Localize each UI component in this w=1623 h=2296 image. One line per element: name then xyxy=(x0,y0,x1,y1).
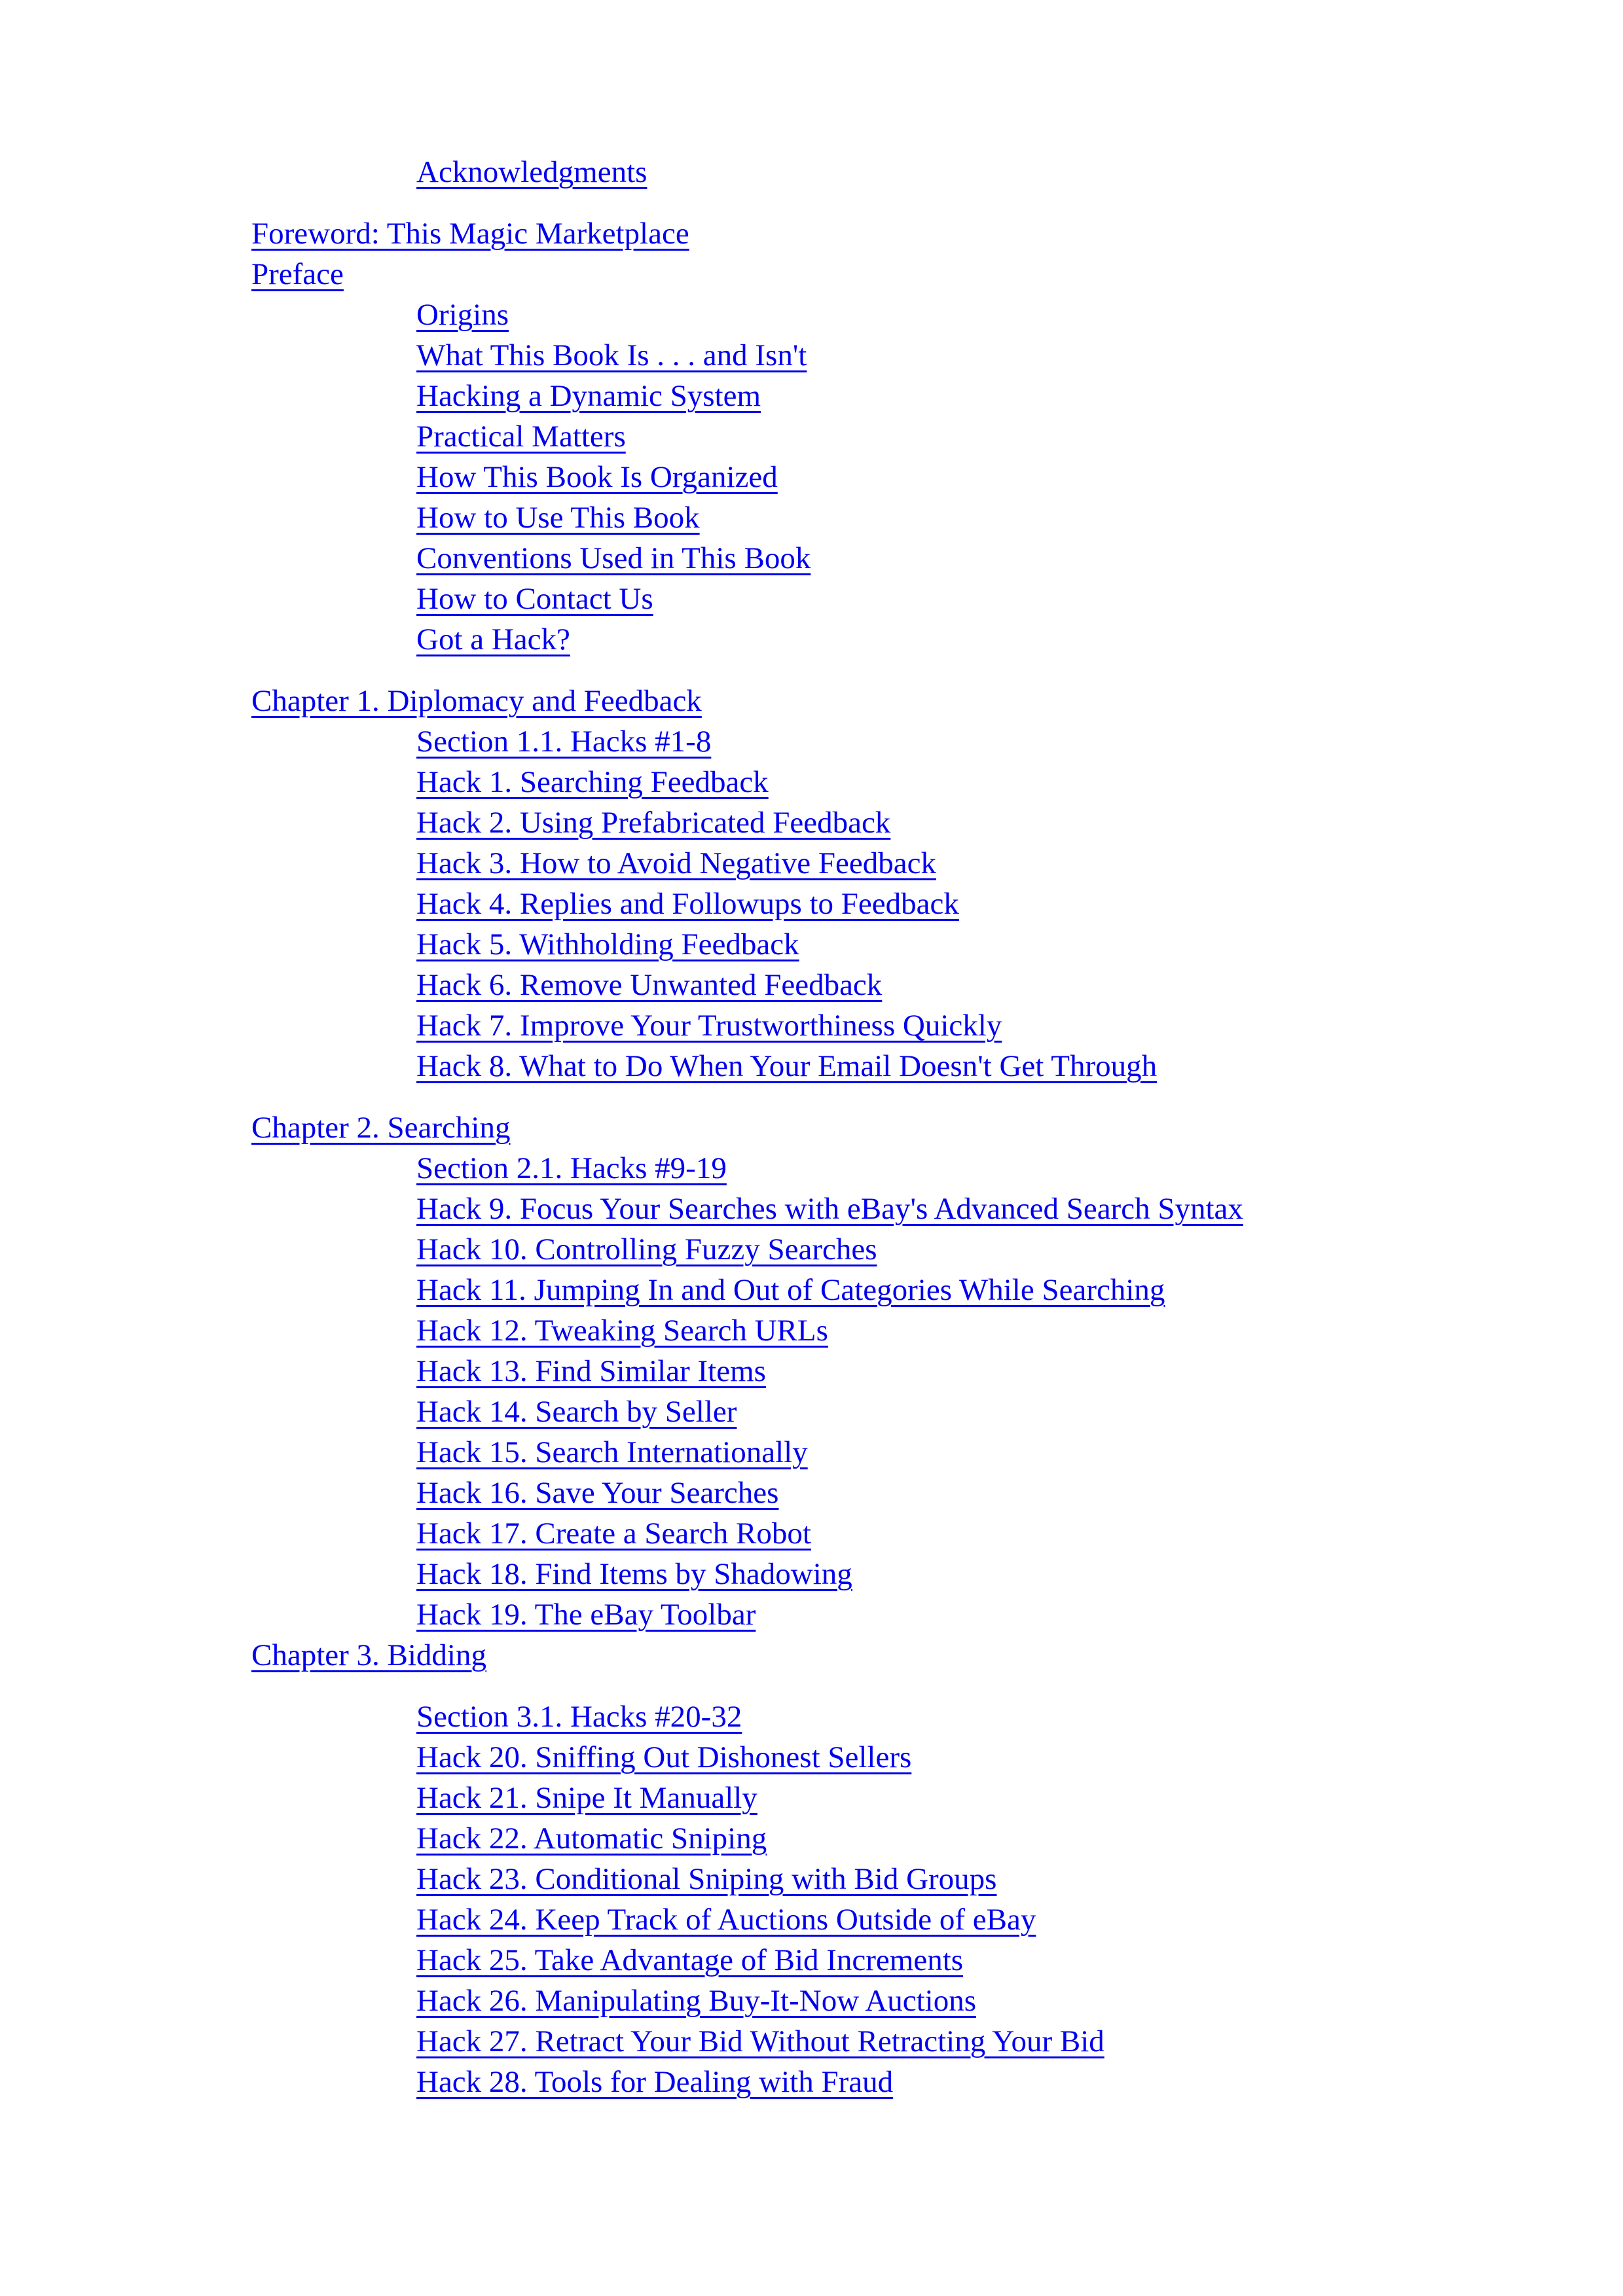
toc-entry-link[interactable]: Hack 7. Improve Your Trustworthiness Quickly xyxy=(416,1009,1002,1043)
toc-entry-link[interactable]: Hack 3. How to Avoid Negative Feedback xyxy=(416,846,936,880)
toc-heading-link[interactable]: Foreword: This Magic Marketplace xyxy=(251,217,689,251)
toc-entry-link[interactable]: Hack 24. Keep Track of Auctions Outside of eBay xyxy=(416,1903,1036,1937)
toc-entry-link[interactable]: Hack 2. Using Prefabricated Feedback xyxy=(416,806,891,840)
toc-entry-link[interactable]: Hack 27. Retract Your Bid Without Retracting Your Bid xyxy=(416,2024,1104,2058)
toc-entry-link[interactable]: Hack 28. Tools for Dealing with Fraud xyxy=(416,2065,894,2099)
toc-entry-link[interactable]: Hack 14. Search by Seller xyxy=(416,1395,737,1429)
toc-entry-link[interactable]: Hack 10. Controlling Fuzzy Searches xyxy=(416,1232,877,1266)
toc-entry-link[interactable]: Hack 26. Manipulating Buy-It-Now Auctions xyxy=(416,1984,977,2018)
toc-entry-link[interactable]: Hack 16. Save Your Searches xyxy=(416,1476,779,1510)
toc-entry-link[interactable]: Hack 21. Snipe It Manually xyxy=(416,1781,757,1815)
toc-entry-link[interactable]: Conventions Used in This Book xyxy=(416,541,811,575)
toc-entry-link[interactable]: Hack 18. Find Items by Shadowing xyxy=(416,1557,852,1591)
toc-entry-link[interactable]: Hack 11. Jumping In and Out of Categories While Searching xyxy=(416,1273,1165,1307)
toc-heading-link[interactable]: Preface xyxy=(251,257,344,291)
toc-entry-link[interactable]: Hack 15. Search Internationally xyxy=(416,1435,808,1469)
toc-entry-link[interactable]: Hack 25. Take Advantage of Bid Increments xyxy=(416,1943,964,1977)
toc-entry-link[interactable]: How This Book Is Organized xyxy=(416,460,778,494)
toc-entry-link[interactable]: Hack 8. What to Do When Your Email Doesn't Get Through xyxy=(416,1049,1158,1083)
toc-entry-link[interactable]: Origins xyxy=(416,298,509,332)
toc-entry-link[interactable]: Hack 23. Conditional Sniping with Bid Groups xyxy=(416,1862,997,1896)
toc-entry-link[interactable]: Hack 22. Automatic Sniping xyxy=(416,1821,767,1856)
toc-entry-link[interactable]: Section 3.1. Hacks #20-32 xyxy=(416,1700,742,1734)
toc-entry-link[interactable]: How to Use This Book xyxy=(416,501,700,535)
toc-entry-link[interactable]: Hack 6. Remove Unwanted Feedback xyxy=(416,968,883,1002)
toc-entry-link[interactable]: How to Contact Us xyxy=(416,582,653,616)
toc-entry-link[interactable]: Hack 4. Replies and Followups to Feedback xyxy=(416,887,959,921)
toc-entry-link[interactable]: Section 1.1. Hacks #1-8 xyxy=(416,725,712,759)
toc-entry-link[interactable]: Hack 9. Focus Your Searches with eBay's Advanced Search Syntax xyxy=(416,1192,1243,1226)
toc-entry-link[interactable]: Hack 5. Withholding Feedback xyxy=(416,927,799,961)
toc-entry-link[interactable]: Practical Matters xyxy=(416,420,626,454)
toc-entry-link[interactable]: Hack 12. Tweaking Search URLs xyxy=(416,1314,828,1348)
toc-entry-link[interactable]: Hack 17. Create a Search Robot xyxy=(416,1516,811,1551)
toc-heading-link[interactable]: Chapter 2. Searching xyxy=(251,1111,511,1145)
toc-entry-link[interactable]: Section 2.1. Hacks #9-19 xyxy=(416,1151,727,1185)
toc-entry-link[interactable]: Hack 19. The eBay Toolbar xyxy=(416,1598,756,1632)
toc-entry-link[interactable]: Acknowledgments xyxy=(416,155,647,189)
toc-entry-link[interactable]: Hack 1. Searching Feedback xyxy=(416,765,769,799)
toc-entry-link[interactable]: Hack 13. Find Similar Items xyxy=(416,1354,766,1388)
toc-heading-link[interactable]: Chapter 3. Bidding xyxy=(251,1638,486,1672)
toc-entry-link[interactable]: Got a Hack? xyxy=(416,622,570,656)
toc-entry-link[interactable]: Hacking a Dynamic System xyxy=(416,379,761,413)
toc-entry-link[interactable]: Hack 20. Sniffing Out Dishonest Sellers xyxy=(416,1740,912,1774)
toc-entry-link[interactable]: What This Book Is . . . and Isn't xyxy=(416,338,807,372)
toc-heading-link[interactable]: Chapter 1. Diplomacy and Feedback xyxy=(251,684,702,718)
